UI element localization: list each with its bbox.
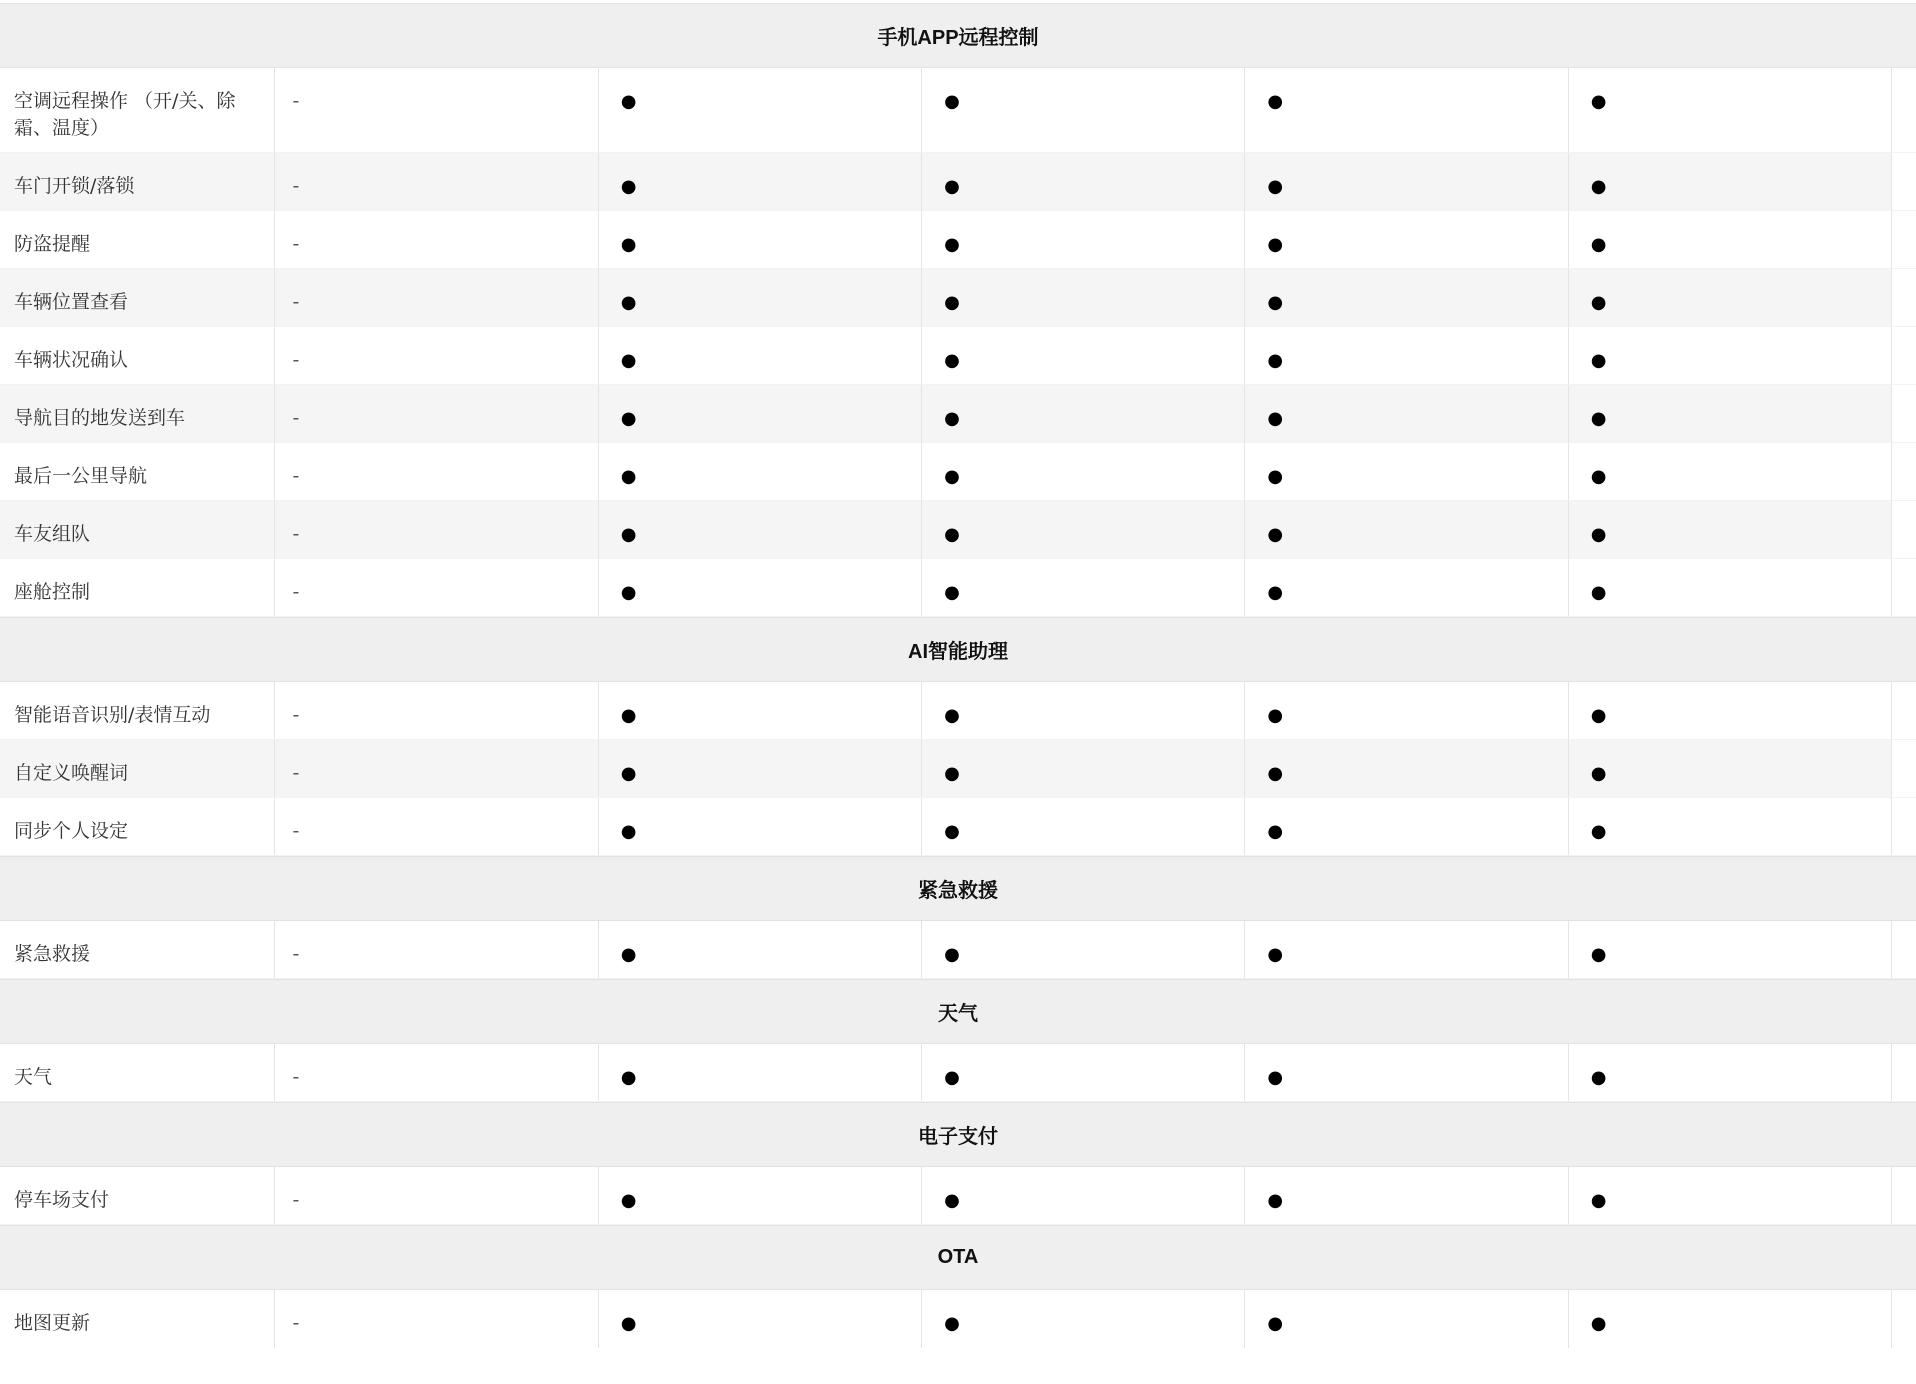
value-cell-standard: ● bbox=[1569, 443, 1892, 500]
feature-label: 车门开锁/落锁 bbox=[0, 153, 275, 210]
value-cell-unavailable: - bbox=[275, 153, 598, 210]
value-cell-standard: ● bbox=[922, 211, 1245, 268]
table-row bbox=[0, 385, 1916, 443]
row-gutter bbox=[1892, 153, 1916, 210]
feature-label: 最后一公里导航 bbox=[0, 443, 275, 500]
value-cell-standard: ● bbox=[599, 740, 922, 797]
value-cell-standard: ● bbox=[1569, 682, 1892, 739]
value-cell-standard: ● bbox=[1569, 327, 1892, 384]
row-gutter bbox=[1892, 1167, 1916, 1224]
feature-label: 防盗提醒 bbox=[0, 211, 275, 268]
value-cell-unavailable: - bbox=[275, 559, 598, 616]
table-row bbox=[0, 740, 1916, 798]
row-gutter bbox=[1892, 740, 1916, 797]
section-header bbox=[0, 1102, 1916, 1167]
spec-table bbox=[0, 3, 1916, 1348]
feature-label: 自定义唤醒词 bbox=[0, 740, 275, 797]
section-title: OTA bbox=[937, 1246, 979, 1268]
value-cell-standard: ● bbox=[599, 798, 922, 855]
row-gutter bbox=[1892, 211, 1916, 268]
value-cell-standard: ● bbox=[922, 443, 1245, 500]
section-header bbox=[0, 1225, 1916, 1290]
value-cell-standard: ● bbox=[922, 269, 1245, 326]
value-cell-standard: ● bbox=[1245, 1167, 1568, 1224]
table-row bbox=[0, 798, 1916, 856]
value-cell-standard: ● bbox=[1569, 385, 1892, 442]
feature-label: 紧急救援 bbox=[0, 921, 275, 978]
section-header bbox=[0, 3, 1916, 68]
value-cell-standard: ● bbox=[1245, 385, 1568, 442]
table-row bbox=[0, 921, 1916, 979]
value-cell-unavailable: - bbox=[275, 211, 598, 268]
section-title: 电子支付 bbox=[918, 1126, 998, 1148]
value-cell-standard: ● bbox=[1569, 1167, 1892, 1224]
value-cell-standard: ● bbox=[1245, 443, 1568, 500]
row-gutter bbox=[1892, 1044, 1916, 1101]
value-cell-unavailable: - bbox=[275, 501, 598, 558]
value-cell-standard: ● bbox=[922, 327, 1245, 384]
row-gutter bbox=[1892, 385, 1916, 442]
value-cell-standard: ● bbox=[599, 1290, 922, 1348]
value-cell-standard: ● bbox=[1245, 501, 1568, 558]
section-header bbox=[0, 856, 1916, 921]
row-gutter bbox=[1892, 559, 1916, 616]
value-cell-unavailable: - bbox=[275, 740, 598, 797]
value-cell-unavailable: - bbox=[275, 798, 598, 855]
value-cell-standard: ● bbox=[1245, 559, 1568, 616]
value-cell-standard: ● bbox=[599, 1044, 922, 1101]
value-cell-standard: ● bbox=[599, 327, 922, 384]
value-cell-standard: ● bbox=[922, 68, 1245, 152]
row-gutter bbox=[1892, 798, 1916, 855]
table-row bbox=[0, 327, 1916, 385]
feature-label: 地图更新 bbox=[0, 1290, 275, 1348]
table-row bbox=[0, 682, 1916, 740]
value-cell-standard: ● bbox=[599, 501, 922, 558]
value-cell-unavailable: - bbox=[275, 1167, 598, 1224]
value-cell-unavailable: - bbox=[275, 682, 598, 739]
section-title: 紧急救援 bbox=[918, 880, 998, 902]
value-cell-standard: ● bbox=[1245, 798, 1568, 855]
section-title: 手机APP远程控制 bbox=[877, 27, 1039, 49]
feature-label: 座舱控制 bbox=[0, 559, 275, 616]
value-cell-unavailable: - bbox=[275, 385, 598, 442]
value-cell-standard: ● bbox=[922, 682, 1245, 739]
value-cell-standard: ● bbox=[1245, 921, 1568, 978]
value-cell-unavailable: - bbox=[275, 327, 598, 384]
value-cell-unavailable: - bbox=[275, 1044, 598, 1101]
value-cell-standard: ● bbox=[1245, 1044, 1568, 1101]
value-cell-unavailable: - bbox=[275, 68, 598, 152]
value-cell-standard: ● bbox=[1569, 559, 1892, 616]
value-cell-standard: ● bbox=[922, 1290, 1245, 1348]
feature-label: 天气 bbox=[0, 1044, 275, 1101]
value-cell-standard: ● bbox=[922, 740, 1245, 797]
row-gutter bbox=[1892, 1290, 1916, 1348]
value-cell-unavailable: - bbox=[275, 1290, 598, 1348]
value-cell-standard: ● bbox=[1569, 153, 1892, 210]
value-cell-standard: ● bbox=[922, 1044, 1245, 1101]
value-cell-standard: ● bbox=[1245, 211, 1568, 268]
value-cell-standard: ● bbox=[1245, 269, 1568, 326]
row-gutter bbox=[1892, 327, 1916, 384]
value-cell-standard: ● bbox=[599, 559, 922, 616]
value-cell-standard: ● bbox=[1569, 501, 1892, 558]
value-cell-standard: ● bbox=[922, 501, 1245, 558]
feature-label: 停车场支付 bbox=[0, 1167, 275, 1224]
value-cell-standard: ● bbox=[599, 211, 922, 268]
feature-label: 导航目的地发送到车 bbox=[0, 385, 275, 442]
value-cell-standard: ● bbox=[599, 1167, 922, 1224]
row-gutter bbox=[1892, 682, 1916, 739]
value-cell-standard: ● bbox=[922, 559, 1245, 616]
value-cell-standard: ● bbox=[1245, 682, 1568, 739]
value-cell-standard: ● bbox=[599, 153, 922, 210]
table-row bbox=[0, 501, 1916, 559]
value-cell-standard: ● bbox=[1569, 921, 1892, 978]
table-row bbox=[0, 269, 1916, 327]
feature-label: 车辆状况确认 bbox=[0, 327, 275, 384]
value-cell-standard: ● bbox=[1569, 269, 1892, 326]
value-cell-standard: ● bbox=[922, 385, 1245, 442]
value-cell-standard: ● bbox=[922, 798, 1245, 855]
feature-label: 智能语音识别/表情互动 bbox=[0, 682, 275, 739]
section-title: 天气 bbox=[938, 1003, 978, 1025]
table-row bbox=[0, 1044, 1916, 1102]
value-cell-standard: ● bbox=[1569, 68, 1892, 152]
row-gutter bbox=[1892, 443, 1916, 500]
row-gutter bbox=[1892, 269, 1916, 326]
value-cell-unavailable: - bbox=[275, 443, 598, 500]
feature-label: 同步个人设定 bbox=[0, 798, 275, 855]
value-cell-standard: ● bbox=[599, 443, 922, 500]
row-gutter bbox=[1892, 68, 1916, 152]
row-gutter bbox=[1892, 921, 1916, 978]
value-cell-standard: ● bbox=[1245, 68, 1568, 152]
value-cell-standard: ● bbox=[1569, 1044, 1892, 1101]
table-row bbox=[0, 443, 1916, 501]
value-cell-standard: ● bbox=[1569, 1290, 1892, 1348]
value-cell-standard: ● bbox=[1569, 211, 1892, 268]
feature-label: 车友组队 bbox=[0, 501, 275, 558]
table-row bbox=[0, 211, 1916, 269]
feature-label: 空调远程操作 （开/关、除霜、温度） bbox=[0, 68, 275, 152]
value-cell-standard: ● bbox=[922, 153, 1245, 210]
value-cell-standard: ● bbox=[922, 1167, 1245, 1224]
table-row bbox=[0, 68, 1916, 153]
section-title: AI智能助理 bbox=[908, 641, 1008, 663]
value-cell-standard: ● bbox=[599, 68, 922, 152]
value-cell-standard: ● bbox=[1245, 1290, 1568, 1348]
section-header bbox=[0, 979, 1916, 1044]
value-cell-standard: ● bbox=[599, 385, 922, 442]
table-row bbox=[0, 153, 1916, 211]
value-cell-standard: ● bbox=[599, 682, 922, 739]
table-row bbox=[0, 1290, 1916, 1348]
value-cell-standard: ● bbox=[599, 269, 922, 326]
value-cell-standard: ● bbox=[599, 921, 922, 978]
value-cell-standard: ● bbox=[1245, 327, 1568, 384]
value-cell-standard: ● bbox=[922, 921, 1245, 978]
value-cell-standard: ● bbox=[1569, 740, 1892, 797]
row-gutter bbox=[1892, 501, 1916, 558]
value-cell-unavailable: - bbox=[275, 921, 598, 978]
table-row bbox=[0, 1167, 1916, 1225]
section-header bbox=[0, 617, 1916, 682]
value-cell-standard: ● bbox=[1245, 740, 1568, 797]
value-cell-standard: ● bbox=[1569, 798, 1892, 855]
value-cell-standard: ● bbox=[1245, 153, 1568, 210]
value-cell-unavailable: - bbox=[275, 269, 598, 326]
table-row bbox=[0, 559, 1916, 617]
feature-label: 车辆位置查看 bbox=[0, 269, 275, 326]
